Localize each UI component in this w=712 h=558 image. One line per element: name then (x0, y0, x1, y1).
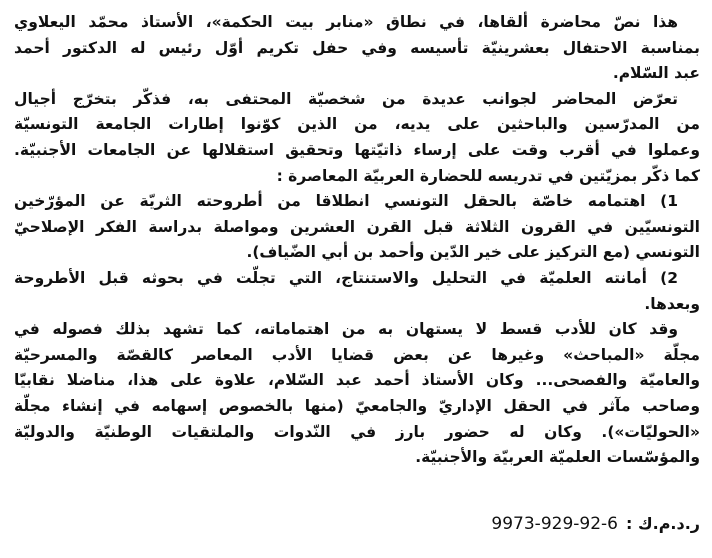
text-line: بمناسبة الاحتفال بعشرينيّة تأسيسه وفي حفل تكريم أوّل رئيس له الدكتور أحمد (14, 38, 700, 57)
paragraph-literature (14, 317, 700, 471)
text-line: 1) اهتمامه خاصّة بالحقل التونسي انطلاقا من أطروحته الثريّة عن المؤرّخين (14, 192, 678, 211)
isbn-number: 9973-929-92-6 (491, 514, 618, 534)
text-line: 2) أمانته العلميّة في التحليل والاستنتاج، التي تجلّت في بحوثه قبل الأطروحة (14, 268, 678, 287)
text-line: والمؤسّسات العلميّة العربيّة والأجنبيّة. (415, 448, 700, 467)
text-line: عبد السّلام. (612, 64, 700, 83)
paragraph-intro (14, 10, 700, 87)
text-line: كما ذكّر بمزيّتين في تدريسه للحضارة العربيّة المعاصرة : (276, 166, 700, 185)
isbn-label: ر.د.م.ك : (625, 514, 700, 533)
text-line: وعملوا في أقرب وقت على إرساء ذاتيّتها وتحقيق استقلالها عن الجامعات الأجنبيّة. (14, 140, 700, 159)
text-line: مجلّة «المباحث» وغيرها عن بعض قضايا الأدب المعاصر كالقصّة والمسرحيّة (14, 345, 700, 364)
text-line: وقد كان للأدب قسط لا يستهان به من اهتماماته، كما تشهد بذلك فصوله في (14, 320, 678, 339)
text-line: تعرّض المحاضر لجوانب عديدة من شخصيّة المحتفى به، فذكّر بتخرّج أجيال (14, 89, 678, 108)
text-line: هذا نصّ محاضرة ألقاها، في نطاق «منابر بيت الحكمة»، الأستاذ محمّد اليعلاوي (14, 13, 678, 31)
text-line: والعاميّة والفصحى... وكان الأستاذ أحمد عبد السّلام، علاوة على هذا، مناضلا نقابيّا (14, 371, 700, 390)
isbn-line (14, 514, 700, 534)
text-line: وصاحب مآثر في الحقل الإداريّ والجامعيّ (منها بالخصوص إسهامه في إنشاء مجلّة (14, 396, 700, 415)
text-line: التونسي (مع التركيز على خير الدّين وأحمد بن أبي الضّياف). (246, 243, 700, 262)
text-line: «الحوليّات»). وكان له حضور بارز في النّدوات والملتقيات الوطنيّة والدوليّة (14, 422, 700, 441)
text-line: التونسيّين في القرون الثلاثة قبل القرن العشرين ومواصلة بدراسة الفكر الإصلاحيّ (14, 217, 700, 236)
text-line: من المدرّسين والباحثين على يديه، من الذين كوّنوا إطارات الجامعة التونسيّة (14, 115, 700, 134)
text-line: وبعدها. (644, 294, 700, 313)
list-item-2 (14, 266, 700, 317)
paragraph-career (14, 87, 700, 189)
list-item-1 (14, 189, 700, 266)
